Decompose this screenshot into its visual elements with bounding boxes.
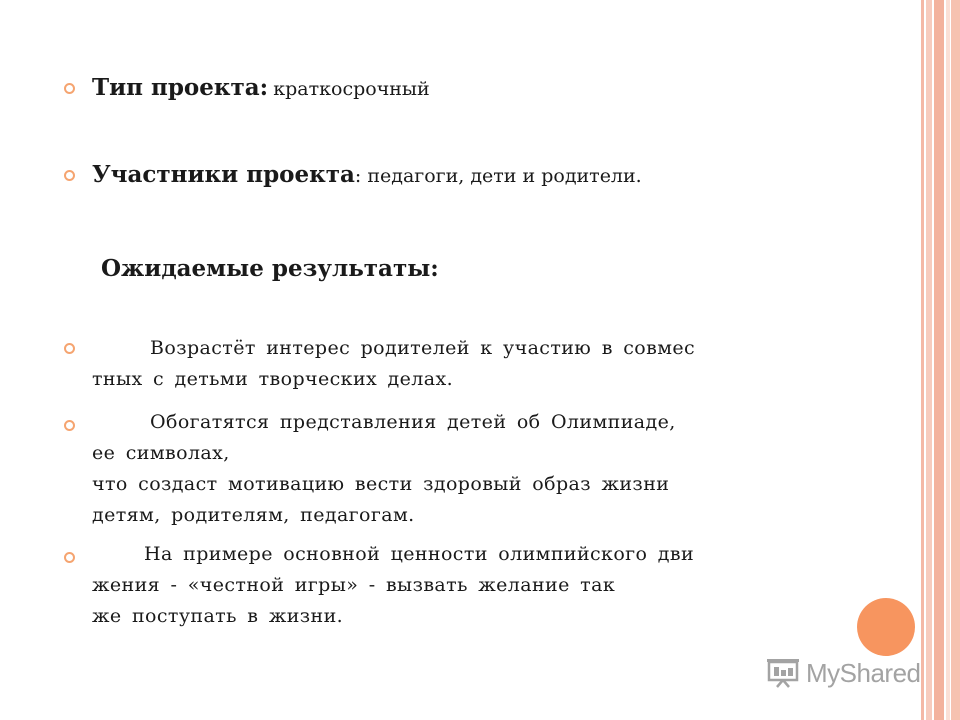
bullet-icon [64, 83, 75, 94]
result-2-line-2: ее символах, [92, 442, 230, 464]
result-2-line-4: детям, родителям, педагогам. [92, 504, 415, 526]
decor-circle [857, 598, 915, 656]
watermark-text: MyShared [806, 657, 921, 688]
result-1-line-2: тных с детьми творческих делах. [92, 368, 454, 390]
decor-stripe [921, 0, 924, 720]
bullet-icon [64, 420, 75, 431]
bullet-icon [64, 552, 75, 563]
result-3-line-2: жения - «честной игры» - вызвать желание так [92, 574, 616, 596]
result-3-line-1: На примере основной ценности олимпийского дви [144, 543, 695, 565]
bullet-icon [64, 343, 75, 354]
bullet-icon [64, 170, 75, 181]
watermark [766, 655, 926, 691]
decor-stripe [951, 0, 960, 720]
decor-stripe [926, 0, 932, 720]
participants-line [92, 161, 642, 188]
result-2-line-3: что создаст мотивацию вести здоровый образ жизни [92, 473, 670, 495]
participants-value: : педагоги, дети и родители. [354, 165, 642, 187]
project-type-value: краткосрочный [273, 78, 430, 100]
project-type-label: Тип проекта: [92, 74, 269, 101]
result-1-line-1: Возрастёт интерес родителей к участию в совмес [150, 337, 696, 359]
presentation-board-icon [766, 658, 800, 688]
participants-label: Участники проекта [92, 161, 355, 188]
project-type-line [92, 74, 430, 101]
decor-stripe [946, 0, 950, 720]
result-3-line-3: же поступать в жизни. [92, 605, 344, 627]
result-2-line-1: Обогатятся представления детей об Олимпиаде, [150, 411, 676, 433]
decor-stripe [934, 0, 944, 720]
expected-results-heading: Ожидаемые результаты: [101, 255, 439, 282]
